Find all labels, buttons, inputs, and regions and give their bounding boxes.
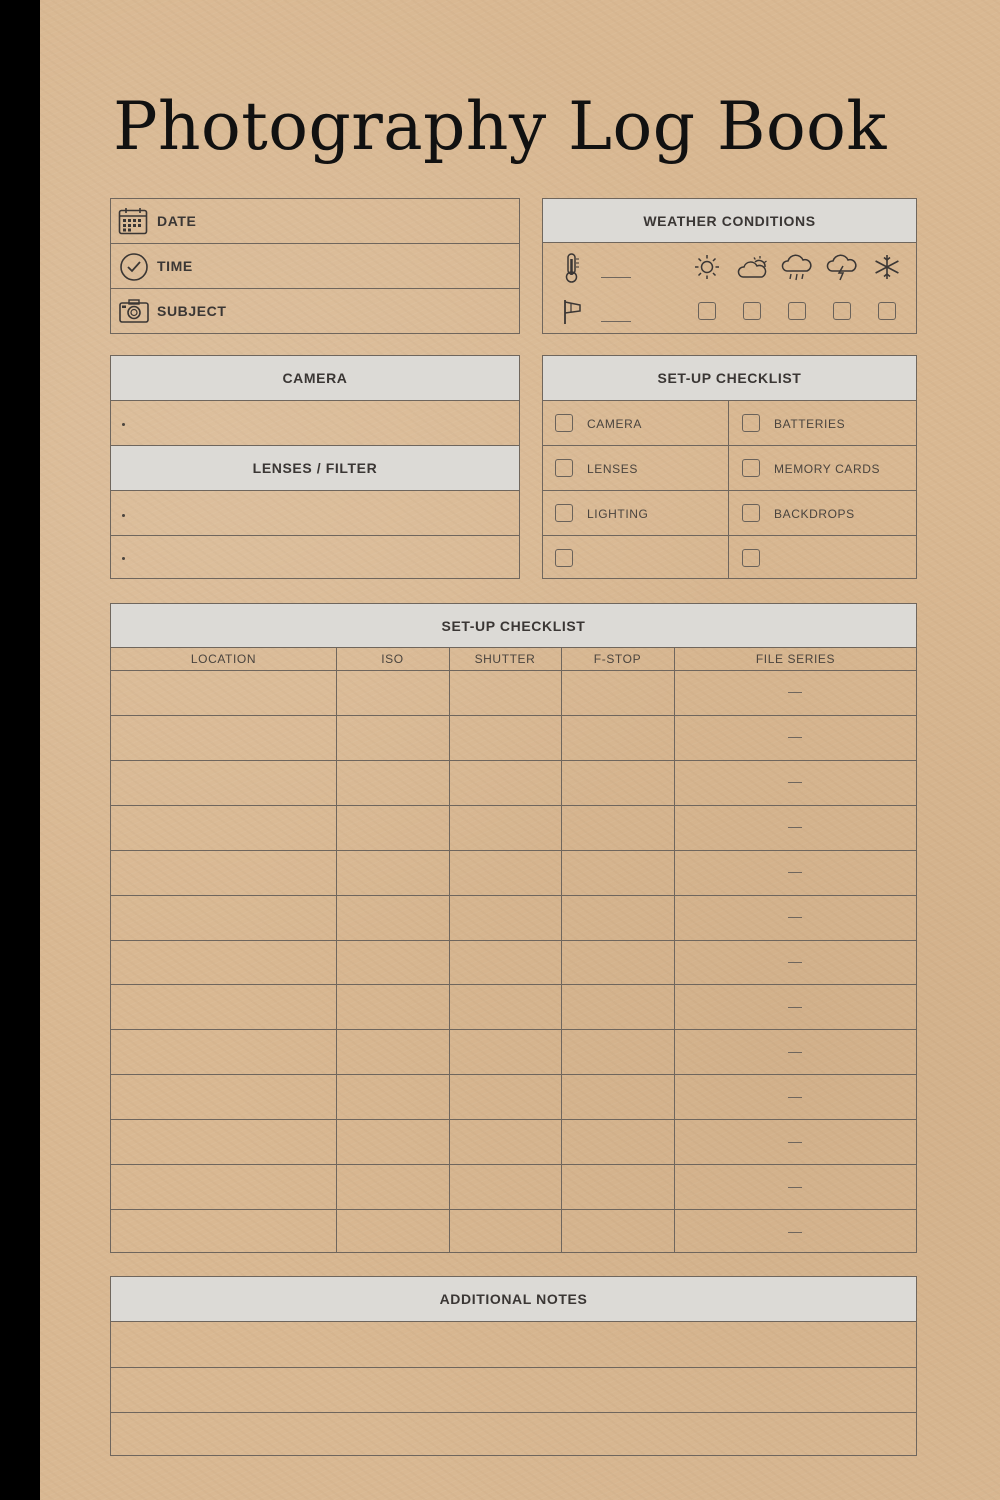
file-series-dash: [788, 1097, 802, 1098]
checklist-backdrops-checkbox[interactable]: [742, 504, 760, 522]
checklist-memory-cards-checkbox[interactable]: [742, 459, 760, 477]
weather-snow-checkbox[interactable]: [878, 302, 896, 320]
page-title: Photography Log Book: [113, 88, 887, 165]
checklist-batteries-label: BATTERIES: [774, 417, 846, 431]
weather-storm-checkbox[interactable]: [833, 302, 851, 320]
weather-box: [542, 198, 917, 334]
lens-entry-bullet-1: [122, 514, 125, 517]
checklist-lighting-label: LIGHTING: [587, 507, 649, 521]
wind-flag-icon: [562, 299, 584, 325]
log-row[interactable]: [111, 805, 916, 850]
file-series-dash: [788, 782, 802, 783]
file-series-dash: [788, 917, 802, 918]
setup-checklist-box: [542, 355, 917, 579]
temperature-blank[interactable]: [601, 277, 631, 278]
log-row[interactable]: [111, 760, 916, 805]
log-row[interactable]: [111, 940, 916, 985]
file-series-dash: [788, 1007, 802, 1008]
file-series-dash: [788, 1232, 802, 1233]
additional-notes-box: [110, 1276, 917, 1456]
log-row[interactable]: [111, 715, 916, 760]
log-row[interactable]: [111, 1119, 916, 1164]
log-row[interactable]: [111, 895, 916, 940]
weather-partly-cloudy-checkbox[interactable]: [743, 302, 761, 320]
checklist-camera-checkbox[interactable]: [555, 414, 573, 432]
camera-header: CAMERA: [111, 356, 519, 400]
checklist-lenses-label: LENSES: [587, 462, 638, 476]
log-row[interactable]: [111, 1164, 916, 1209]
column-header-shutter: SHUTTER: [474, 652, 536, 666]
log-row[interactable]: [111, 850, 916, 895]
storm-icon: [827, 254, 857, 282]
checklist-blank-checkbox-2[interactable]: [742, 549, 760, 567]
clock-icon: [119, 252, 149, 282]
rain-icon: [782, 254, 812, 282]
camera-box: [110, 355, 520, 579]
log-row[interactable]: [111, 1029, 916, 1074]
camera-icon: [119, 299, 149, 323]
weather-sun-checkbox[interactable]: [698, 302, 716, 320]
subject-label: SUBJECT: [157, 303, 227, 319]
date-label: DATE: [157, 213, 197, 229]
setup-checklist-header: SET-UP CHECKLIST: [543, 356, 916, 400]
time-label: TIME: [157, 258, 193, 274]
info-box: [110, 198, 520, 334]
file-series-dash: [788, 1142, 802, 1143]
column-header-f-stop: F-STOP: [593, 652, 642, 666]
file-series-dash: [788, 827, 802, 828]
shot-log-table: [110, 603, 917, 1253]
weather-header: WEATHER CONDITIONS: [543, 199, 916, 242]
column-header-file-series: FILE SERIES: [755, 652, 836, 666]
file-series-dash: [788, 962, 802, 963]
partly-cloudy-icon: [738, 255, 768, 279]
file-series-dash: [788, 1187, 802, 1188]
lenses-filter-header: LENSES / FILTER: [111, 446, 519, 490]
weather-rain-checkbox[interactable]: [788, 302, 806, 320]
snowflake-icon: [874, 254, 900, 280]
sun-icon: [694, 254, 720, 280]
checklist-lenses-checkbox[interactable]: [555, 459, 573, 477]
shot-log-header: SET-UP CHECKLIST: [111, 604, 916, 647]
log-row[interactable]: [111, 984, 916, 1029]
calendar-icon: [118, 207, 148, 235]
checklist-camera-label: CAMERA: [587, 417, 642, 431]
wind-blank[interactable]: [601, 321, 631, 322]
thermometer-icon: [563, 253, 581, 283]
camera-entry-bullet: [122, 423, 125, 426]
checklist-batteries-checkbox[interactable]: [742, 414, 760, 432]
file-series-dash: [788, 1052, 802, 1053]
additional-notes-header: ADDITIONAL NOTES: [111, 1277, 916, 1321]
checklist-lighting-checkbox[interactable]: [555, 504, 573, 522]
checklist-blank-checkbox-1[interactable]: [555, 549, 573, 567]
checklist-backdrops-label: BACKDROPS: [774, 507, 855, 521]
column-header-location: LOCATION: [190, 652, 257, 666]
lens-entry-bullet-2: [122, 557, 125, 560]
log-row[interactable]: [111, 1074, 916, 1119]
column-header-iso: ISO: [381, 652, 404, 666]
checklist-memory-cards-label: MEMORY CARDS: [774, 462, 881, 476]
log-row[interactable]: [111, 1209, 916, 1254]
file-series-dash: [788, 692, 802, 693]
log-row[interactable]: [111, 670, 916, 715]
file-series-dash: [788, 872, 802, 873]
file-series-dash: [788, 737, 802, 738]
